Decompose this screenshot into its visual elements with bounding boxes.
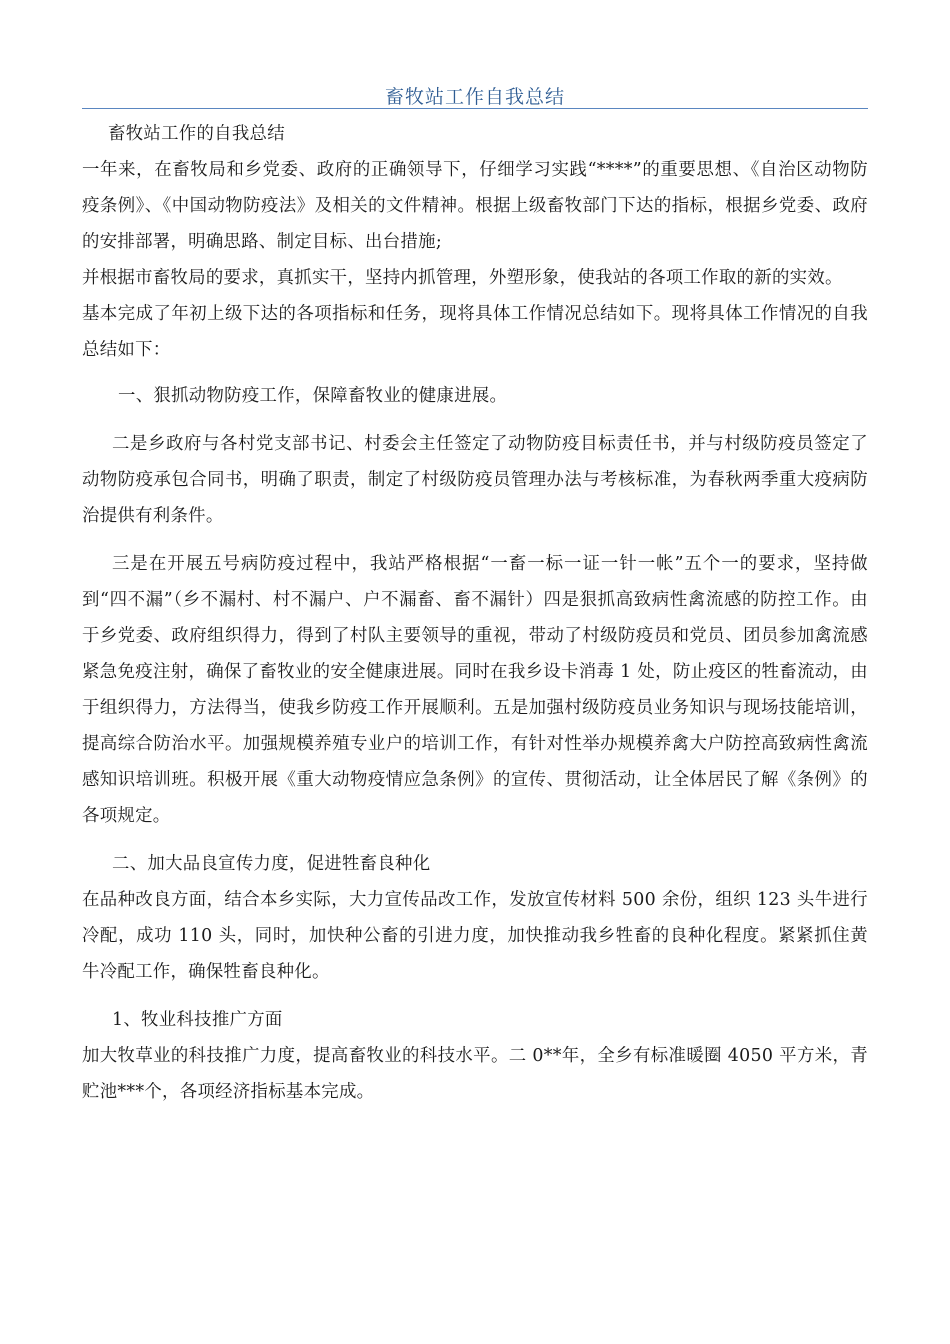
section-heading-1: 一、狠抓动物防疫工作，保障畜牧业的健康进展。	[118, 386, 508, 406]
paragraph-breed-improvement: 在品种改良方面，结合本乡实际，大力宣传品改工作，发放宣传材料 500 余份，组织 123 头牛进行冷配，成功 110 头，同时，加快种公畜的引进力度，加快推动我乡牲畜的良种化程度。紧紧抓住黄牛冷配工作，确保牲畜良种化。	[82, 890, 868, 982]
summary-lead-paragraph: 基本完成了年初上级下达的各项指标和任务，现将具体工作情况总结如下。现将具体工作情况的自我总结如下：	[82, 304, 868, 360]
paragraph-tech-promotion: 加大牧草业的科技推广力度，提高畜牧业的科技水平。二 0**年，全乡有标准暖圈 4050 平方米，青贮池***个，各项经济指标基本完成。	[82, 1046, 868, 1102]
intro-paragraph: 一年来，在畜牧局和乡党委、政府的正确领导下，仔细学习实践“****”的重要思想、《自治区动物防疫条例》、《中国动物防疫法》及相关的文件精神。根据上级畜牧部门下达的指标，根据乡党委、政府的安排部署，明确思路、制定目标、出台措施;	[82, 160, 868, 252]
title-underline	[82, 108, 868, 109]
subtitle-paragraph: 畜牧站工作的自我总结	[108, 124, 285, 144]
paragraph-responsibility: 二是乡政府与各村党支部书记、村委会主任签定了动物防疫目标责任书，并与村级防疫员签定了动物防疫承包合同书，明确了职责，制定了村级防疫员管理办法与考核标准，为春秋两季重大疫病防治提供有利条件。	[82, 434, 868, 526]
document-body	[82, 116, 868, 1110]
requirement-paragraph: 并根据市畜牧局的要求，真抓实干，坚持内抓管理，外塑形象，使我站的各项工作取的新的实效。	[82, 268, 843, 288]
document-title: 畜牧站工作自我总结	[384, 86, 565, 108]
section-heading-2: 二、加大品良宣传力度，促进牲畜良种化	[112, 854, 431, 874]
subsection-heading-1: 1、牧业科技推广方面	[112, 1010, 283, 1030]
paragraph-epidemic-prevention: 三是在开展五号病防疫过程中，我站严格根据“一畜一标一证一针一帐”五个一的要求，坚持做到“四不漏”（乡不漏村、村不漏户、户不漏畜、畜不漏针）四是狠抓高致病性禽流感的防控工作。由于乡党委、政府组织得力，得到了村队主要领导的重视，带动了村级防疫员和党员、团员参加禽流感紧急免疫注射，确保了畜牧业的安全健康进展。同时在我乡设卡消毒 1 处，防止疫区的牲畜流动，由于组织得力，方法得当，使我乡防疫工作开展顺利。五是加强村级防疫员业务知识与现场技能培训，提高综合防治水平。加强规模养殖专业户的培训工作，有针对性举办规模养禽大户防控高致病性禽流感知识培训班。积极开展《重大动物疫情应急条例》的宣传、贯彻活动，让全体居民了解《条例》的各项规定。	[82, 554, 868, 826]
